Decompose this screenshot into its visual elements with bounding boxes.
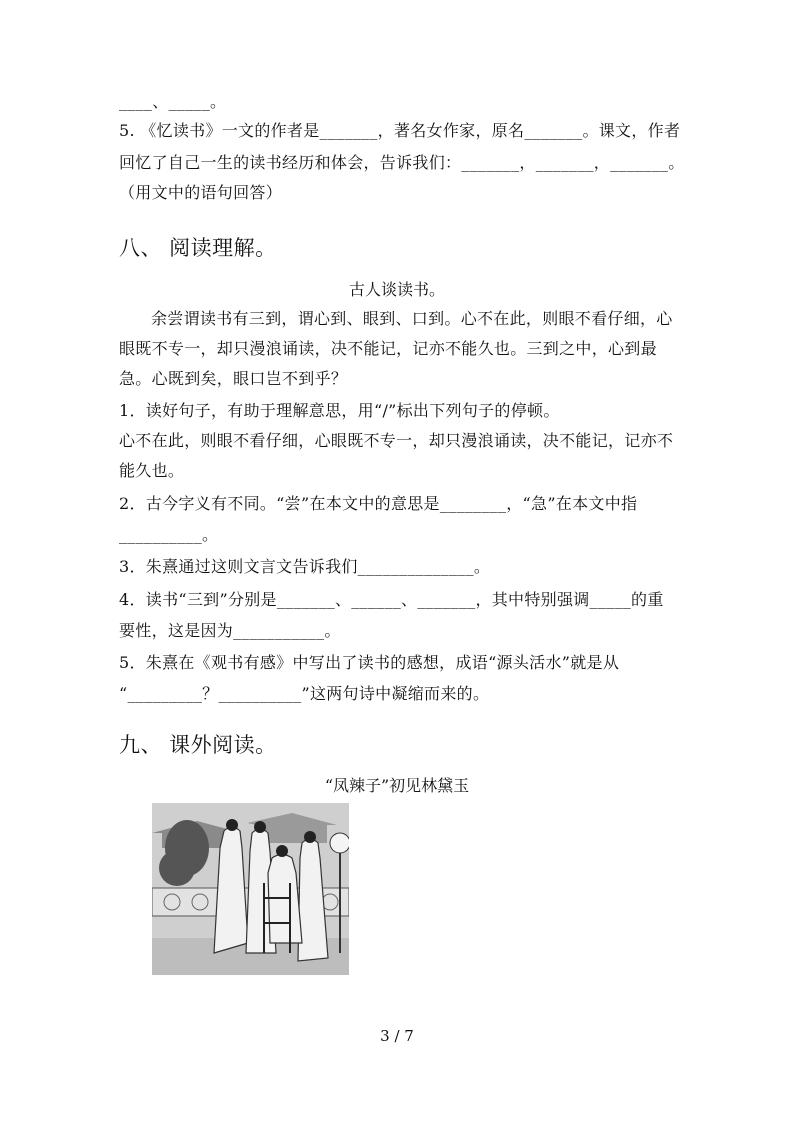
passage-line-1: 余尝谓读书有三到，谓心到、眼到、口到。心不在此，则眼不看仔细，心 (151, 309, 673, 328)
section-9-heading: 九、 课外阅读。 (119, 733, 277, 757)
question-8-5-line-2: “_________？__________”这两句诗中凝缩而来的。 (119, 684, 490, 703)
question-8-5-line-1: 5．朱熹在《观书有感》中写出了读书的感想，成语“源头活水”就是从 (119, 653, 620, 672)
story-title: “凤辣子”初见林黛玉 (324, 776, 470, 795)
question-7-5-line-1: 5. 《忆读书》一文的作者是_______，著名女作家，原名_______。课文，作者 (119, 121, 681, 140)
question-8-1-sentence-2: 能久也。 (119, 461, 185, 480)
question-7-5-line-2: 回忆了自己一生的读书经历和体会，告诉我们：_______，_______，_______。 (119, 153, 685, 172)
question-8-1: 1．读好句子，有助于理解意思，用“/”标出下列句子的停顿。 (119, 401, 560, 420)
question-7-tail: ____、_____。 (119, 92, 227, 111)
passage-line-3: 急。心既到矣，眼口岂不到乎？ (119, 369, 348, 388)
passage-line-2: 眼既不专一，却只漫浪诵读，决不能记，记亦不能久也。三到之中，心到最 (119, 339, 657, 358)
question-8-4-line-2: 要性，这是因为___________。 (119, 621, 341, 640)
question-8-2-line-1: 2．古今字义有不同。“尝”在本文中的意思是________，“急”在本文中指 (119, 494, 638, 513)
page-number: 3 / 7 (380, 1027, 414, 1045)
question-8-2-line-2: __________。 (119, 525, 219, 544)
section-8-heading: 八、 阅读理解。 (119, 236, 277, 260)
question-8-1-sentence-1: 心不在此，则眼不看仔细，心眼既不专一，却只漫浪诵读，决不能记，记亦不 (119, 431, 674, 450)
question-8-3: 3．朱熹通过这则文言文告诉我们______________。 (119, 557, 491, 576)
question-7-5-line-3: （用文中的语句回答） (119, 183, 283, 202)
story-illustration (152, 803, 349, 975)
passage-title: 古人谈读书。 (348, 280, 445, 299)
question-8-4-line-1: 4．读书“三到”分别是_______、______、_______，其中特别强调_____的重 (119, 590, 664, 609)
